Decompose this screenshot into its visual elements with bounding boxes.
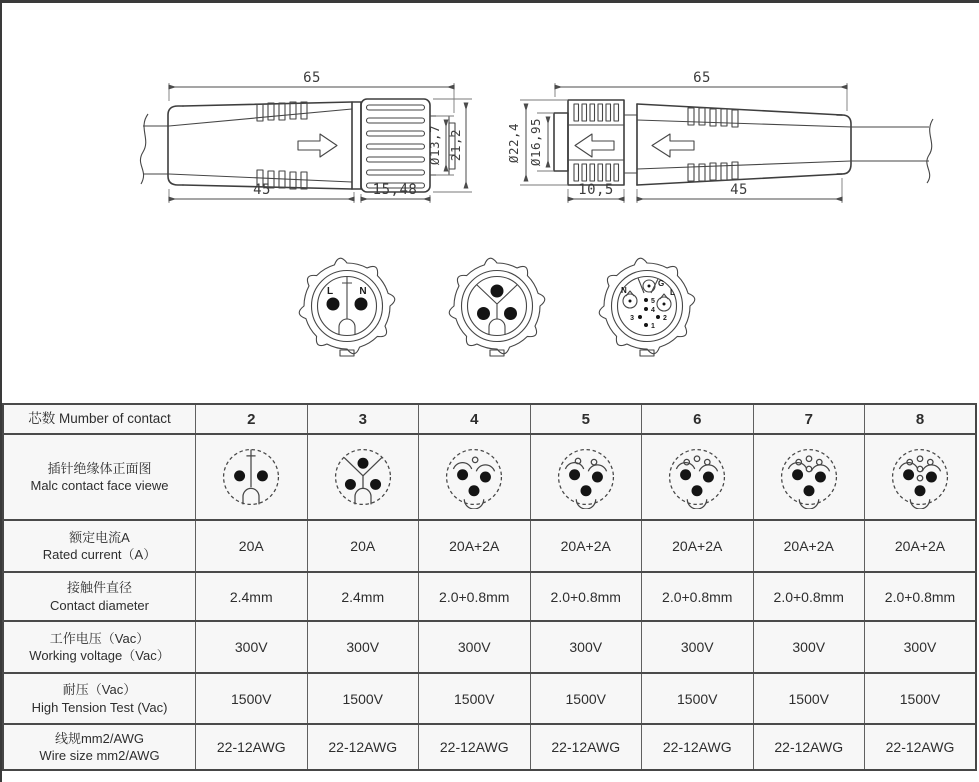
row-label-zh: 耐压（Vac） — [62, 682, 137, 698]
face-icon-cell-4 — [419, 434, 531, 520]
row-label-en: High Tension Test (Vac) — [31, 699, 168, 715]
value-cell: 22-12AWG — [419, 724, 531, 770]
face-icon-cell-3 — [307, 434, 419, 520]
pin — [926, 472, 937, 483]
value-cell: 20A+2A — [642, 520, 754, 572]
pin — [803, 485, 814, 496]
pin-label-N: N — [621, 286, 627, 295]
divider — [342, 277, 352, 320]
table-row — [3, 621, 976, 673]
face-view-row — [3, 434, 976, 520]
face-icon-cell-8 — [865, 434, 977, 520]
column-header-6: 6 — [642, 404, 754, 434]
face-icon-cell-5 — [530, 434, 642, 520]
cable-lines — [851, 127, 929, 161]
value-cell: 1500V — [419, 673, 531, 724]
body-outline — [637, 104, 842, 185]
pin — [580, 485, 591, 496]
body-taper-lines — [637, 120, 851, 169]
value-cell: 1500V — [530, 673, 642, 724]
pin-number: 4 — [651, 307, 655, 314]
value-cell: 1500V — [196, 673, 308, 724]
pin — [345, 479, 356, 490]
coupling-nut — [361, 99, 430, 192]
pin-number: 1 — [651, 323, 655, 330]
female-connector-drawing — [506, 70, 933, 203]
value-cell: 22-12AWG — [753, 724, 865, 770]
socket-snout — [554, 113, 568, 171]
table-header-row — [3, 404, 976, 434]
pin — [357, 458, 368, 469]
contact-face-icon-6 — [665, 445, 729, 509]
pin-number: 5 — [651, 298, 655, 305]
pin-small — [816, 459, 821, 464]
pin — [257, 470, 268, 481]
pin-small — [473, 457, 478, 462]
keyway — [243, 488, 259, 504]
value-cell: 2.0+0.8mm — [753, 572, 865, 621]
keyway — [489, 319, 505, 335]
pin-label-L: L — [326, 286, 334, 297]
column-header-5: 5 — [530, 404, 642, 434]
value-cell: 22-12AWG — [642, 724, 754, 770]
pin-small — [806, 456, 811, 461]
value-cell: 1500V — [865, 673, 977, 724]
pin-number: 2 — [663, 315, 667, 322]
pin — [457, 469, 468, 480]
pin-small — [656, 315, 660, 319]
row-label-en: Rated current（A） — [42, 547, 157, 562]
face-icon-cell-2 — [196, 434, 308, 520]
pin-label-G: G — [658, 279, 665, 288]
dim-outer-diameter: Ø22,4 — [506, 122, 521, 164]
value-cell: 300V — [307, 621, 419, 673]
value-cell: 300V — [530, 621, 642, 673]
direction-arrow-left-icon — [575, 134, 614, 157]
keyway — [355, 488, 371, 504]
pin — [504, 307, 517, 320]
pin-small — [591, 459, 596, 464]
pin-small — [917, 466, 922, 471]
row-label-zh: 插针绝缘体正面图 — [47, 460, 152, 476]
socket-L-center — [663, 303, 666, 306]
value-cell: 300V — [865, 621, 977, 673]
column-header-3: 3 — [307, 404, 419, 434]
body-back — [837, 115, 851, 174]
column-header-8: 8 — [865, 404, 977, 434]
value-cell: 2.0+0.8mm — [642, 572, 754, 621]
dim-body-length-female: 45 — [730, 182, 748, 198]
table-row — [3, 724, 976, 770]
coupling-nut-ridges — [367, 105, 425, 188]
row-label — [3, 724, 196, 770]
value-cell: 20A — [196, 520, 308, 572]
face-view-2pin — [299, 258, 395, 356]
contact-face-icon-5 — [554, 445, 618, 509]
value-cell: 1500V — [642, 673, 754, 724]
grip-slots-bottom — [688, 162, 738, 181]
pin — [477, 307, 490, 320]
row-label-zh: 接触件直径 — [66, 580, 132, 596]
pin — [569, 469, 580, 480]
pin-small — [695, 456, 700, 461]
value-cell: 300V — [196, 621, 308, 673]
face-view-multipin — [599, 258, 695, 356]
row-label-zh: 线规mm2/AWG — [54, 730, 145, 746]
value-cell: 20A — [307, 520, 419, 572]
socket-G-center — [648, 285, 651, 288]
value-cell: 22-12AWG — [307, 724, 419, 770]
pin-label-L: L — [670, 288, 675, 297]
pin-small — [644, 298, 648, 302]
contact-face-icon-8 — [888, 445, 952, 509]
pin-small — [644, 323, 648, 327]
value-cell: 300V — [753, 621, 865, 673]
row-label — [3, 572, 196, 621]
row-label — [3, 621, 196, 673]
pin — [680, 469, 691, 480]
dim-inner-diameter: Ø16,95 — [528, 117, 543, 167]
shell-circle — [612, 271, 683, 342]
row-label-face-view — [3, 434, 196, 520]
value-cell: 2.0+0.8mm — [530, 572, 642, 621]
row-label — [3, 520, 196, 572]
value-cell: 20A+2A — [865, 520, 977, 572]
dim-total-length-male: 65 — [303, 70, 321, 86]
dim-nut-diameter: 21,2 — [448, 128, 463, 162]
pin-small — [917, 456, 922, 461]
pin-small — [638, 315, 642, 319]
value-cell: 20A+2A — [753, 520, 865, 572]
direction-arrow-right-icon — [298, 134, 337, 157]
dim-total-length-female: 65 — [693, 70, 711, 86]
male-connector-drawing — [140, 70, 472, 203]
dim-front-length: 10,5 — [578, 182, 614, 198]
row-label-zh: 额定电流A — [69, 529, 130, 545]
direction-arrow-left-icon — [652, 134, 694, 157]
divider — [247, 450, 256, 488]
contact-face-icon-7 — [777, 445, 841, 509]
column-header-7: 7 — [753, 404, 865, 434]
pin — [469, 485, 480, 496]
spec-table — [2, 403, 977, 771]
pin — [915, 485, 926, 496]
pin — [234, 470, 245, 481]
coupling-block-bands — [568, 125, 624, 160]
value-cell: 22-12AWG — [196, 724, 308, 770]
table-row — [3, 673, 976, 724]
value-cell: 2.4mm — [307, 572, 419, 621]
pin — [815, 472, 826, 483]
dim-body-length-male: 45 — [253, 182, 271, 198]
value-cell: 2.4mm — [196, 572, 308, 621]
pin — [370, 479, 381, 490]
dim-nut-length: 15,48 — [372, 182, 418, 198]
row-label-en: Working voltage（Vac） — [29, 648, 170, 663]
column-header-4: 4 — [419, 404, 531, 434]
coupling-block — [568, 100, 624, 185]
row-label-en: Malc contact face viewe — [30, 478, 169, 493]
value-cell: 22-12AWG — [865, 724, 977, 770]
face-view-3pin — [449, 258, 545, 356]
body-back — [168, 106, 183, 185]
contact-face-icon-4 — [442, 445, 506, 509]
pin-L — [327, 298, 340, 311]
grip-slots-top — [688, 108, 738, 127]
pin — [903, 469, 914, 480]
row-label — [3, 673, 196, 724]
row-label-zh: 工作电压（Vac） — [49, 630, 150, 646]
pin-small — [806, 466, 811, 471]
pin — [491, 285, 504, 298]
contact-face-icon-2 — [219, 445, 283, 509]
nut-outline — [599, 258, 695, 354]
coupling-block-knurl — [574, 104, 619, 181]
pin-small — [644, 307, 648, 311]
value-cell: 22-12AWG — [530, 724, 642, 770]
socket-N-center — [629, 300, 632, 303]
pin — [592, 472, 603, 483]
pin — [792, 469, 803, 480]
pin-label-N: N — [359, 286, 367, 297]
value-cell: 2.0+0.8mm — [865, 572, 977, 621]
contact-face-icon-3 — [331, 445, 395, 509]
collar-ring — [352, 102, 361, 189]
row-label-en: Wire size mm2/AWG — [39, 748, 160, 763]
pin-N — [355, 298, 368, 311]
pin-small — [917, 475, 922, 480]
value-cell: 1500V — [307, 673, 419, 724]
body-taper-lines — [169, 109, 352, 182]
neck-step — [624, 115, 637, 173]
table-row — [3, 520, 976, 572]
row-label-en: Contact diameter — [50, 597, 149, 613]
pin — [692, 485, 703, 496]
value-cell: 20A+2A — [530, 520, 642, 572]
cable-break-icon — [927, 119, 933, 183]
pin — [703, 472, 714, 483]
pin-small — [705, 459, 710, 464]
technical-drawings — [2, 3, 979, 403]
pin-small — [928, 459, 933, 464]
value-cell: 2.0+0.8mm — [419, 572, 531, 621]
table-row — [3, 572, 976, 621]
row-label-number-of-contact: 芯数 Mumber of contact — [3, 404, 196, 434]
column-header-2: 2 — [196, 404, 308, 434]
keyway — [339, 319, 355, 335]
value-cell: 300V — [419, 621, 531, 673]
value-cell: 300V — [642, 621, 754, 673]
pin-number: 3 — [630, 315, 634, 322]
value-cell: 1500V — [753, 673, 865, 724]
pin — [480, 472, 491, 483]
face-icon-cell-7 — [753, 434, 865, 520]
face-icon-cell-6 — [642, 434, 754, 520]
cable-lines — [143, 126, 169, 174]
value-cell: 20A+2A — [419, 520, 531, 572]
dim-tip-diameter: Ø13,7 — [427, 124, 442, 166]
